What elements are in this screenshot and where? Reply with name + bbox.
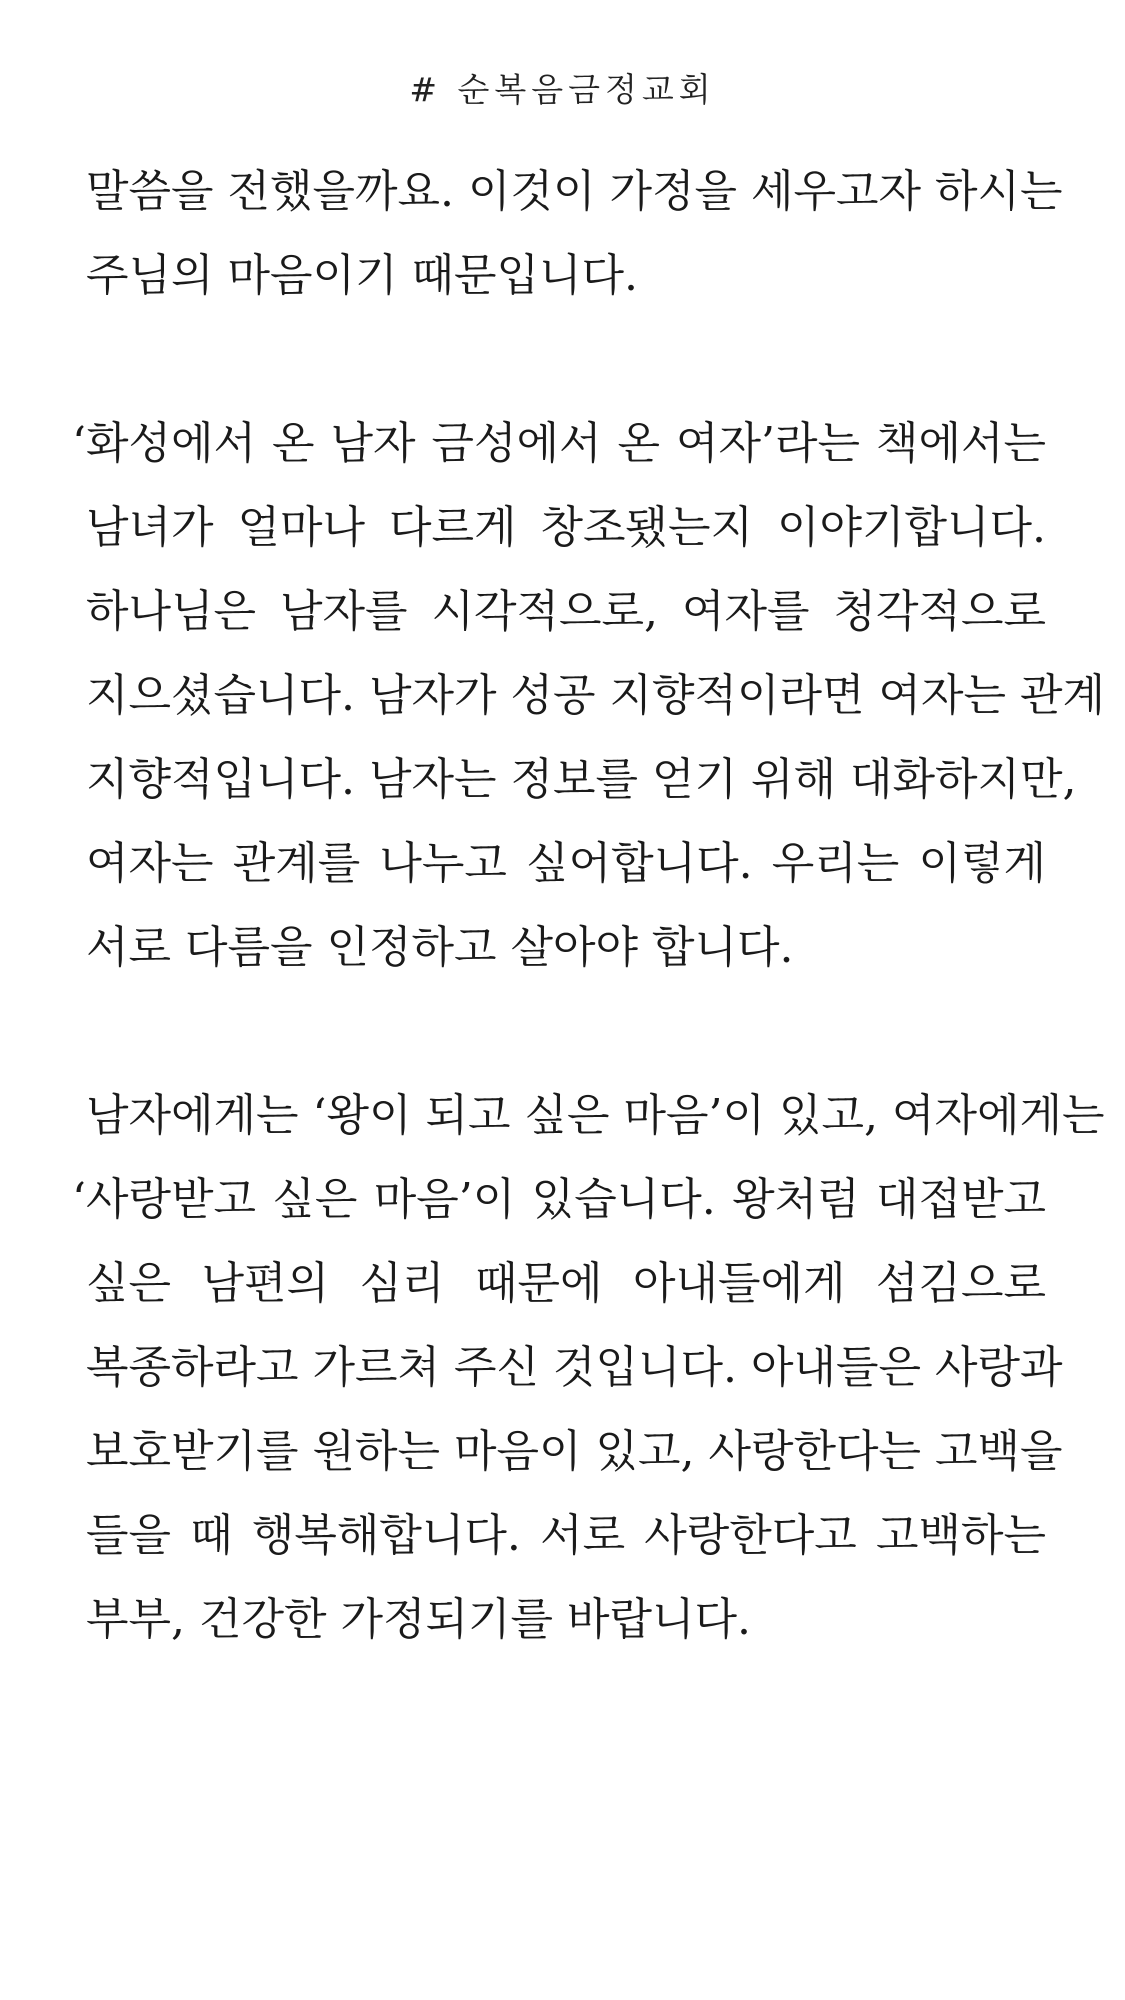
text-line: 말씀을 전했을까요. 이것이 가정을 세우고자 하시는 [86, 166, 1063, 217]
text-line: ‘화성에서 온 남자 금성에서 온 여자’라는 책에서는 [72, 418, 1046, 469]
text-line: 하나님은 남자를 시각적으로, 여자를 청각적으로 [86, 586, 1046, 637]
text-line: 복종하라고 가르쳐 주신 것입니다. 아내들은 사랑과 [86, 1342, 1063, 1393]
paragraph-2 [0, 402, 1125, 990]
text-line: 들을 때 행복해합니다. 서로 사랑한다고 고백하는 [86, 1510, 1046, 1561]
text-line: 싶은 남편의 심리 때문에 아내들에게 섬김으로 [86, 1258, 1046, 1309]
text-line: 서로 다름을 인정하고 살아야 합니다. [86, 922, 794, 973]
text-line: 남자에게는 ‘왕이 되고 싶은 마음’이 있고, 여자에게는 [86, 1090, 1105, 1141]
article-body [0, 150, 1125, 1746]
text-line: 주님의 마음이기 때문입니다. [86, 250, 639, 301]
page-header-title: # 순복음금정교회 [409, 70, 716, 109]
text-line: 여자는 관계를 나누고 싶어합니다. 우리는 이렇게 [86, 838, 1046, 889]
text-line: 지으셨습니다. 남자가 성공 지향적이라면 여자는 관계 [86, 670, 1106, 721]
text-line: 부부, 건강한 가정되기를 바랍니다. [86, 1594, 751, 1645]
text-line: 남녀가 얼마나 다르게 창조됐는지 이야기합니다. [86, 502, 1046, 553]
paragraph-1 [0, 150, 1125, 318]
paragraph-3 [0, 1074, 1125, 1662]
text-line: ‘사랑받고 싶은 마음’이 있습니다. 왕처럼 대접받고 [72, 1174, 1046, 1225]
text-line: 보호받기를 원하는 마음이 있고, 사랑한다는 고백을 [86, 1426, 1063, 1477]
text-line: 지향적입니다. 남자는 정보를 얻기 위해 대화하지만, [86, 754, 1077, 805]
